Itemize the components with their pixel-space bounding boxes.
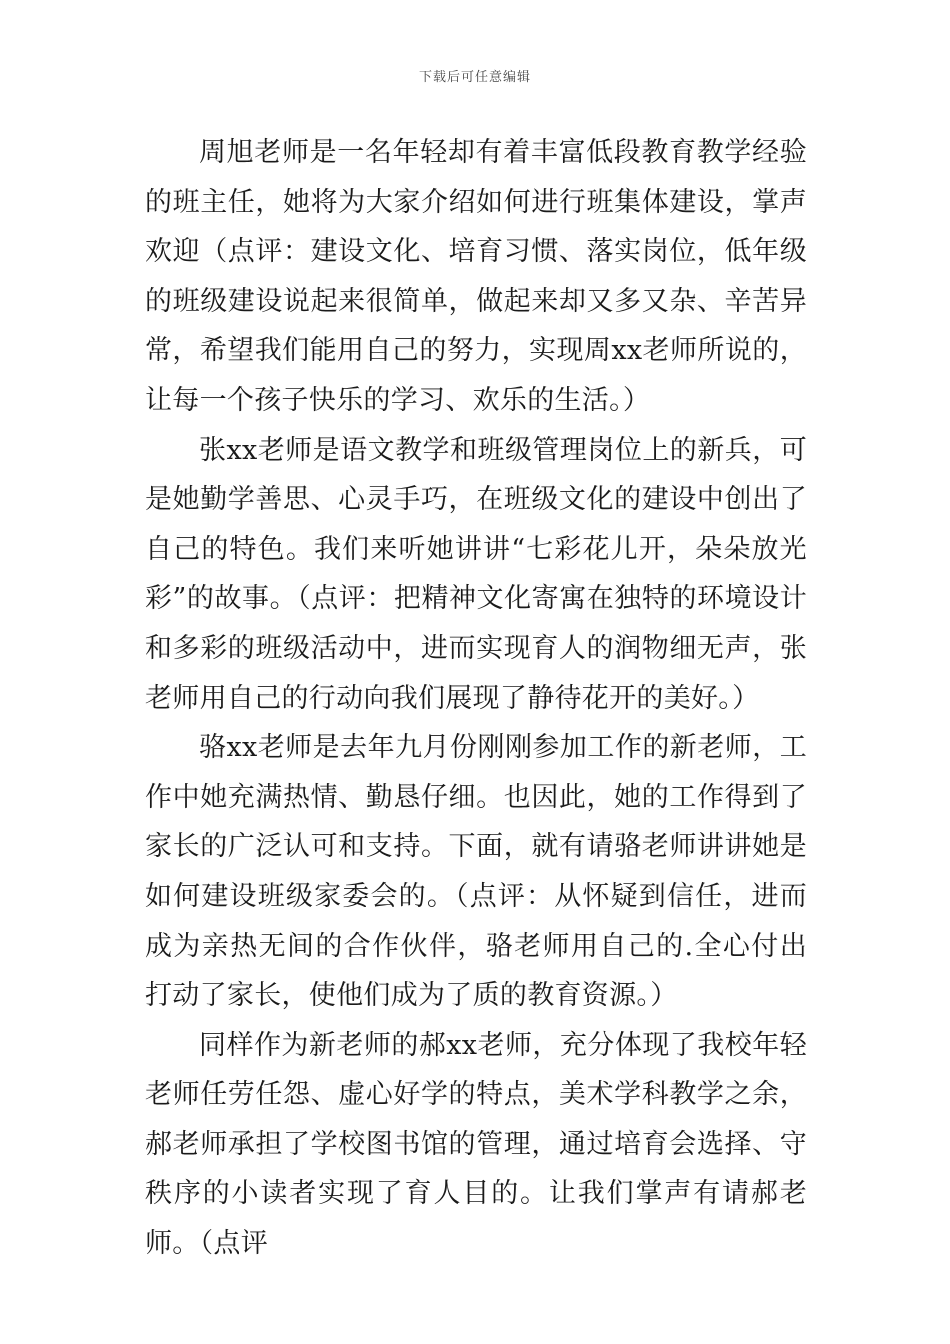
- paragraph-hao: 同样作为新老师的郝xx老师，充分体现了我校年轻老师任劳任怨、虚心好学的特点，美术学科教学之余，郝老师承担了学校图书馆的管理，通过培育会选择、守秩序的小读者实现了育人目的。让我们掌声有请郝老师。（点评: [145, 1029, 807, 1260]
- header-note: 下载后可任意编辑: [418, 70, 531, 85]
- paragraph-zhang: 张xx老师是语文教学和班级管理岗位上的新兵，可是她勤学善思、心灵手巧，在班级文化的建设中创出了自己的特色。我们来听她讲讲“七彩花儿开，朵朵放光彩”的故事。（点评：把精神文化寄寓在独特的环境设计和多彩的班级活动中，进而实现育人的润物细无声，张老师用自己的行动向我们展现了静待花开的美好。）: [145, 434, 807, 714]
- document-body: [145, 128, 807, 1269]
- paragraph-zhou: 周旭老师是一名年轻却有着丰富低段教育教学经验的班主任，她将为大家介绍如何进行班集体建设，掌声欢迎（点评：建设文化、培育习惯、落实岗位，低年级的班级建设说起来很简单，做起来却又多又杂、辛苦异常，希望我们能用自己的努力，实现周xx老师所说的，让每一个孩子快乐的学习、欢乐的生活。）: [145, 137, 807, 416]
- paragraph-luo: 骆xx老师是去年九月份刚刚参加工作的新老师，工作中她充满热情、勤恳仔细。也因此，她的工作得到了家长的广泛认可和支持。下面，就有请骆老师讲讲她是如何建设班级家委会的。（点评：从怀疑到信任，进而成为亲热无间的合作伙伴，骆老师用自己的.全心付出打动了家长，使他们成为了质的教育资源。）: [145, 732, 807, 1012]
